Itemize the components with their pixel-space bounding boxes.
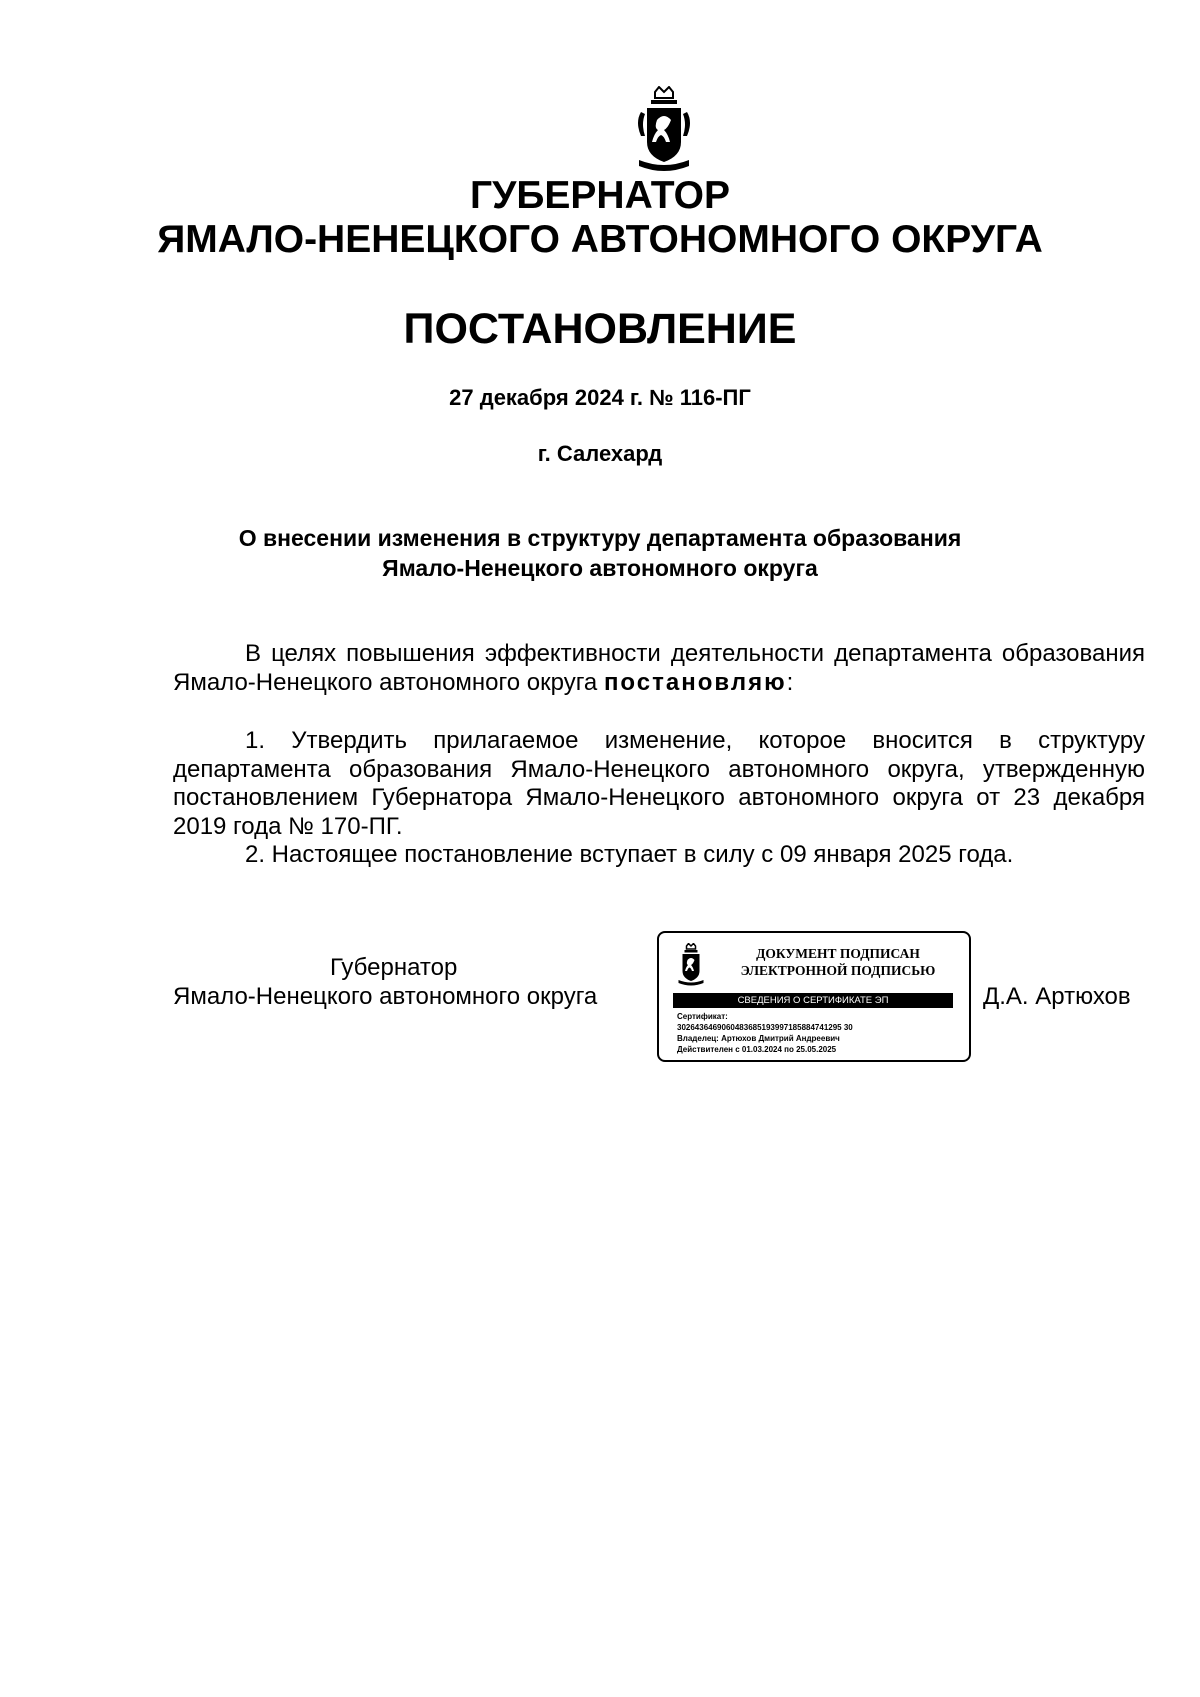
signatory-name: Д.А. Артюхов xyxy=(983,983,1131,1010)
electronic-signature-stamp xyxy=(657,931,971,1062)
decree-items xyxy=(173,727,1145,870)
decree-item-2: 2. Настоящее постановление вступает в силу с 09 января 2025 года. xyxy=(245,841,1014,868)
esig-certificate-details xyxy=(677,1011,967,1055)
decree-item-1: 1. Утвердить прилагаемое изменение, которое вносится в структуру департамента образования Ямало-Ненецкого автономного округа, утвержденную постановлением Губернатора Ямало-Ненецкого автономного округа от 23 декабря 2019 года № 170-ПГ. xyxy=(173,727,1145,840)
subject-line-1: О внесении изменения в структуру департамента образования xyxy=(238,525,962,551)
issuer-line-2: ЯМАЛО-НЕНЕЦКОГО АВТОНОМНОГО ОКРУГА xyxy=(157,218,1043,261)
document-date-number: 27 декабря 2024 г. № 116-ПГ xyxy=(449,385,751,410)
subject-line-2: Ямало-Ненецкого автономного округа xyxy=(382,555,818,581)
esig-title-line-1: ДОКУМЕНТ ПОДПИСАН xyxy=(756,946,920,961)
document-city: г. Салехард xyxy=(537,441,663,466)
esig-title xyxy=(723,945,953,979)
intro-end: : xyxy=(786,668,794,696)
document-subject xyxy=(0,523,1200,583)
esig-owner: Владелец: Артюхов Дмитрий Андреевич xyxy=(677,1034,840,1043)
esig-cert-number: 3026436469060483685193997185884741295 30 xyxy=(677,1023,853,1032)
esig-cert-label: Сертификат: xyxy=(677,1012,728,1021)
signatory-position xyxy=(173,954,643,1011)
esig-title-line-2: ЭЛЕКТРОННОЙ ПОДПИСЬЮ xyxy=(740,963,936,978)
coat-of-arms-icon xyxy=(633,86,695,174)
intro-paragraph xyxy=(173,640,1145,697)
coat-of-arms-icon xyxy=(675,943,707,987)
esig-validity: Действителен с 01.03.2024 по 25.05.2025 xyxy=(677,1045,837,1054)
issuer-title xyxy=(0,174,1200,262)
intro-text: В целях повышения эффективности деятельности департамента образования Ямало-Ненецкого автономного округа xyxy=(173,640,1145,696)
signatory-position-line-1: Губернатор xyxy=(330,954,458,981)
decree-word: постановляю xyxy=(603,668,787,696)
document-type: ПОСТАНОВЛЕНИЕ xyxy=(403,305,797,353)
signatory-position-line-2: Ямало-Ненецкого автономного округа xyxy=(173,982,598,1010)
esig-certificate-bar: СВЕДЕНИЯ О СЕРТИФИКАТЕ ЭП xyxy=(673,993,953,1008)
issuer-line-1: ГУБЕРНАТОР xyxy=(469,174,730,217)
